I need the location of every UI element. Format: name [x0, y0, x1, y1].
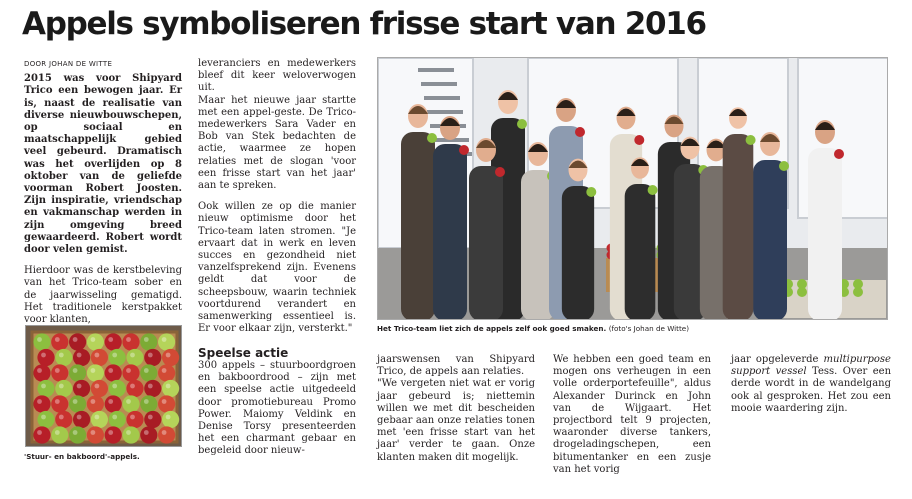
red-apple	[55, 411, 72, 428]
green-apple	[122, 395, 139, 412]
held-apple	[427, 133, 437, 143]
article-headline: Appels symboliseren frisse start van 2016	[22, 6, 706, 42]
green-apple	[109, 411, 126, 428]
red-apple	[33, 426, 50, 443]
held-apple	[634, 135, 644, 145]
apple-highlight	[166, 415, 171, 420]
apple-highlight	[162, 368, 167, 373]
green-apple	[55, 349, 72, 366]
red-apple	[126, 380, 143, 397]
apple-highlight	[59, 353, 64, 358]
green-apple	[37, 380, 54, 397]
red-apple	[158, 364, 175, 381]
closing-text-b: Tess. Over een derde wordt in de wandelgang ook al gesproken. Het zou een mooie waardering zijn.	[731, 366, 892, 414]
apple-highlight	[126, 337, 131, 342]
apple-highlight	[41, 384, 46, 389]
held-apple	[834, 149, 844, 159]
apples-photo-caption: 'Stuur- en bakboord'-appels.	[24, 452, 140, 461]
apple-highlight	[73, 368, 78, 373]
stair-step	[418, 68, 454, 72]
paragraph-leveranciers: leveranciers en medewerkers bleef dit keer weloverwogen uit.	[198, 58, 356, 94]
apple-highlight	[126, 430, 131, 435]
red-apple	[33, 395, 50, 412]
person-body	[401, 132, 435, 320]
red-apple	[91, 349, 108, 366]
green-apple	[109, 349, 126, 366]
green-apple	[51, 426, 68, 443]
column-1	[24, 58, 182, 326]
apple-highlight	[41, 415, 46, 420]
apple-highlight	[166, 384, 171, 389]
apple-highlight	[59, 415, 64, 420]
person-body	[562, 186, 594, 320]
green-apple	[87, 333, 104, 350]
apple-highlight	[77, 415, 82, 420]
red-apple	[73, 380, 90, 397]
red-apple	[105, 395, 122, 412]
apple-highlight	[162, 337, 167, 342]
team-photo-caption	[377, 324, 689, 334]
green-apple	[126, 349, 143, 366]
apple-highlight	[130, 415, 135, 420]
apple-highlight	[59, 384, 64, 389]
apple-highlight	[162, 430, 167, 435]
apple-highlight	[55, 399, 60, 404]
held-apple	[779, 161, 789, 171]
red-apple	[158, 426, 175, 443]
apples-photo	[25, 325, 182, 447]
green-apple	[122, 426, 139, 443]
team-photo-caption-text: Het Trico-team liet zich de appels zelf ook goed smaken.	[377, 324, 607, 333]
paragraph-optimisme: Ook willen ze op die manier nieuw optimisme door het Trico-team laten stromen. "Je ervaart dat in werk en leven succes en gezondheid niet vanzelfsprekend zijn. Evenens geldt dat voor de scheepsbouw, waarin techniek voortdurend verandert en samenwerking essentieel is. Er voor elkaar zijn, versterkt."	[198, 201, 356, 335]
green-apple	[158, 333, 175, 350]
paragraph-kerst: Hierdoor was de kerstbeleving van het Trico-team sober en de jaarwisseling gematigd. Het traditionele kerstpakket voor klanten,	[24, 265, 182, 326]
column-5	[731, 354, 891, 415]
apple-highlight	[95, 353, 100, 358]
apple-highlight	[126, 399, 131, 404]
apple-highlight	[55, 337, 60, 342]
apple-highlight	[37, 430, 42, 435]
red-apple	[105, 333, 122, 350]
paragraph-closing	[731, 354, 891, 415]
apple-highlight	[55, 368, 60, 373]
red-apple	[73, 411, 90, 428]
closing-text-a: jaar opgeleverde	[731, 354, 819, 365]
apple-highlight	[112, 384, 117, 389]
apple-highlight	[130, 353, 135, 358]
apple-highlight	[91, 399, 96, 404]
green-apple	[55, 380, 72, 397]
apple-highlight	[148, 384, 153, 389]
red-apple	[87, 426, 104, 443]
held-apple	[648, 185, 658, 195]
red-apple	[122, 333, 139, 350]
apple-highlight	[37, 368, 42, 373]
apple-highlight	[77, 353, 82, 358]
apple-highlight	[166, 353, 171, 358]
apple-highlight	[108, 337, 113, 342]
green-apple	[87, 364, 104, 381]
red-apple	[87, 395, 104, 412]
person-body	[753, 160, 787, 320]
paragraph-300-appels: 300 appels – stuurboordgroen en bakboordrood – zijn met een speelse actie uitgedeeld door promotiebureau Promo Power. Maiomy Veldink en Denise Torsy presenteerden het een charmant gebaar en begeleid door nieuw-	[198, 360, 356, 457]
intro-paragraph: 2015 was voor Shipyard Trico een bewogen jaar. Er is, naast de realisatie van diverse nieuwbouwschepen, op sociaal en maatschappelijk gebied veel gebeurd. Dramatisch was het overlijden op 8 oktober van de geliefde voorman Robert Joosten. Zijn inspiratie, vriendschap en vakmanschap werden in zijn omgeving breed gewaardeerd. Robert wordt door velen gemist.	[24, 73, 182, 256]
byline: DOOR JOHAN DE WITTE	[24, 60, 113, 68]
person-body	[433, 144, 467, 320]
held-apple	[495, 167, 505, 177]
apple-highlight	[144, 368, 149, 373]
box-apple	[797, 287, 807, 297]
apple-highlight	[37, 399, 42, 404]
red-apple	[144, 349, 161, 366]
held-apple	[746, 135, 756, 145]
apple-highlight	[144, 337, 149, 342]
paragraph-nieuwjaarswensen: jaarswensen van Shipyard Trico, de appels aan relaties.	[377, 354, 535, 378]
paragraph-quote: "We vergeten niet wat er vorig jaar gebeurd is; niettemin willen we met dit bescheiden gebaar aan onze relaties tonen met 'een frisse start van het jaar' verder te gaan. Onze klanten maken dit mogelijk.	[377, 378, 535, 463]
red-apple	[162, 349, 179, 366]
apple-highlight	[91, 430, 96, 435]
red-apple	[51, 333, 68, 350]
green-apple	[69, 364, 86, 381]
box-apple	[853, 287, 863, 297]
red-apple	[33, 364, 50, 381]
red-apple	[51, 364, 68, 381]
green-apple	[140, 364, 157, 381]
apple-highlight	[108, 430, 113, 435]
red-apple	[69, 333, 86, 350]
person-body	[469, 166, 503, 320]
red-apple	[73, 349, 90, 366]
green-apple	[140, 395, 157, 412]
column-4	[553, 354, 711, 476]
green-apple	[109, 380, 126, 397]
red-apple	[37, 349, 54, 366]
apple-highlight	[108, 399, 113, 404]
apple-highlight	[112, 353, 117, 358]
closing-italic: multipurpose support vessel	[731, 354, 891, 378]
red-apple	[105, 426, 122, 443]
apple-highlight	[108, 368, 113, 373]
red-apple	[144, 380, 161, 397]
red-apple	[140, 426, 157, 443]
red-apple	[51, 395, 68, 412]
red-apple	[126, 411, 143, 428]
apple-highlight	[91, 337, 96, 342]
apple-highlight	[144, 399, 149, 404]
apple-highlight	[41, 353, 46, 358]
apple-highlight	[130, 384, 135, 389]
green-apple	[69, 426, 86, 443]
apple-highlight	[73, 430, 78, 435]
team-photo	[377, 57, 888, 320]
person-body	[723, 134, 754, 320]
apple-highlight	[55, 430, 60, 435]
apple-highlight	[126, 368, 131, 373]
column-2	[198, 58, 356, 335]
apple-highlight	[73, 337, 78, 342]
apple-highlight	[77, 384, 82, 389]
green-apple	[162, 411, 179, 428]
red-apple	[144, 411, 161, 428]
apple-highlight	[73, 399, 78, 404]
paragraph-appel-geste: Maar het nieuwe jaar startte met een appel-geste. De Trico-medewerkers Sara Vader en Bob van Stek bedachten de actie, waarmee ze hopen relaties met de slogan 'voor een frisse start van het jaar' aan te spreken.	[198, 94, 356, 192]
apple-highlight	[162, 399, 167, 404]
apple-highlight	[95, 415, 100, 420]
stair-step	[427, 110, 463, 114]
green-apple	[69, 395, 86, 412]
held-apple	[517, 119, 527, 129]
apple-highlight	[112, 415, 117, 420]
held-apple	[575, 127, 585, 137]
green-apple	[140, 333, 157, 350]
red-apple	[158, 395, 175, 412]
person-body	[808, 148, 842, 320]
green-apple	[37, 411, 54, 428]
subhead-speelse-actie: Speelse actie	[198, 346, 289, 360]
paragraph-team-orderportefeuille: We hebben een goed team en mogen ons verheugen in een volle orderportefeuille", aldus Alexander Durinck en John van de Wijgaart. Het projectbord telt 9 projecten, waaronder diverse tankers, drogeladingschepen, een bitumentanker en een zusje van het vorig	[553, 354, 711, 475]
green-apple	[91, 411, 108, 428]
green-apple	[162, 380, 179, 397]
apple-highlight	[95, 384, 100, 389]
apple-highlight	[37, 337, 42, 342]
red-apple	[91, 380, 108, 397]
apple-highlight	[91, 368, 96, 373]
apple-highlight	[148, 353, 153, 358]
apple-highlight	[148, 415, 153, 420]
photo-credit: (foto's Johan de Witte)	[608, 324, 690, 333]
red-apple	[122, 364, 139, 381]
red-apple	[105, 364, 122, 381]
apple-highlight	[144, 430, 149, 435]
green-apple	[33, 333, 50, 350]
held-apple	[459, 145, 469, 155]
stair-step	[424, 96, 460, 100]
person-body	[625, 184, 656, 320]
stair-step	[421, 82, 457, 86]
column-2-lower	[198, 360, 356, 458]
held-apple	[586, 187, 596, 197]
column-3	[377, 354, 535, 464]
